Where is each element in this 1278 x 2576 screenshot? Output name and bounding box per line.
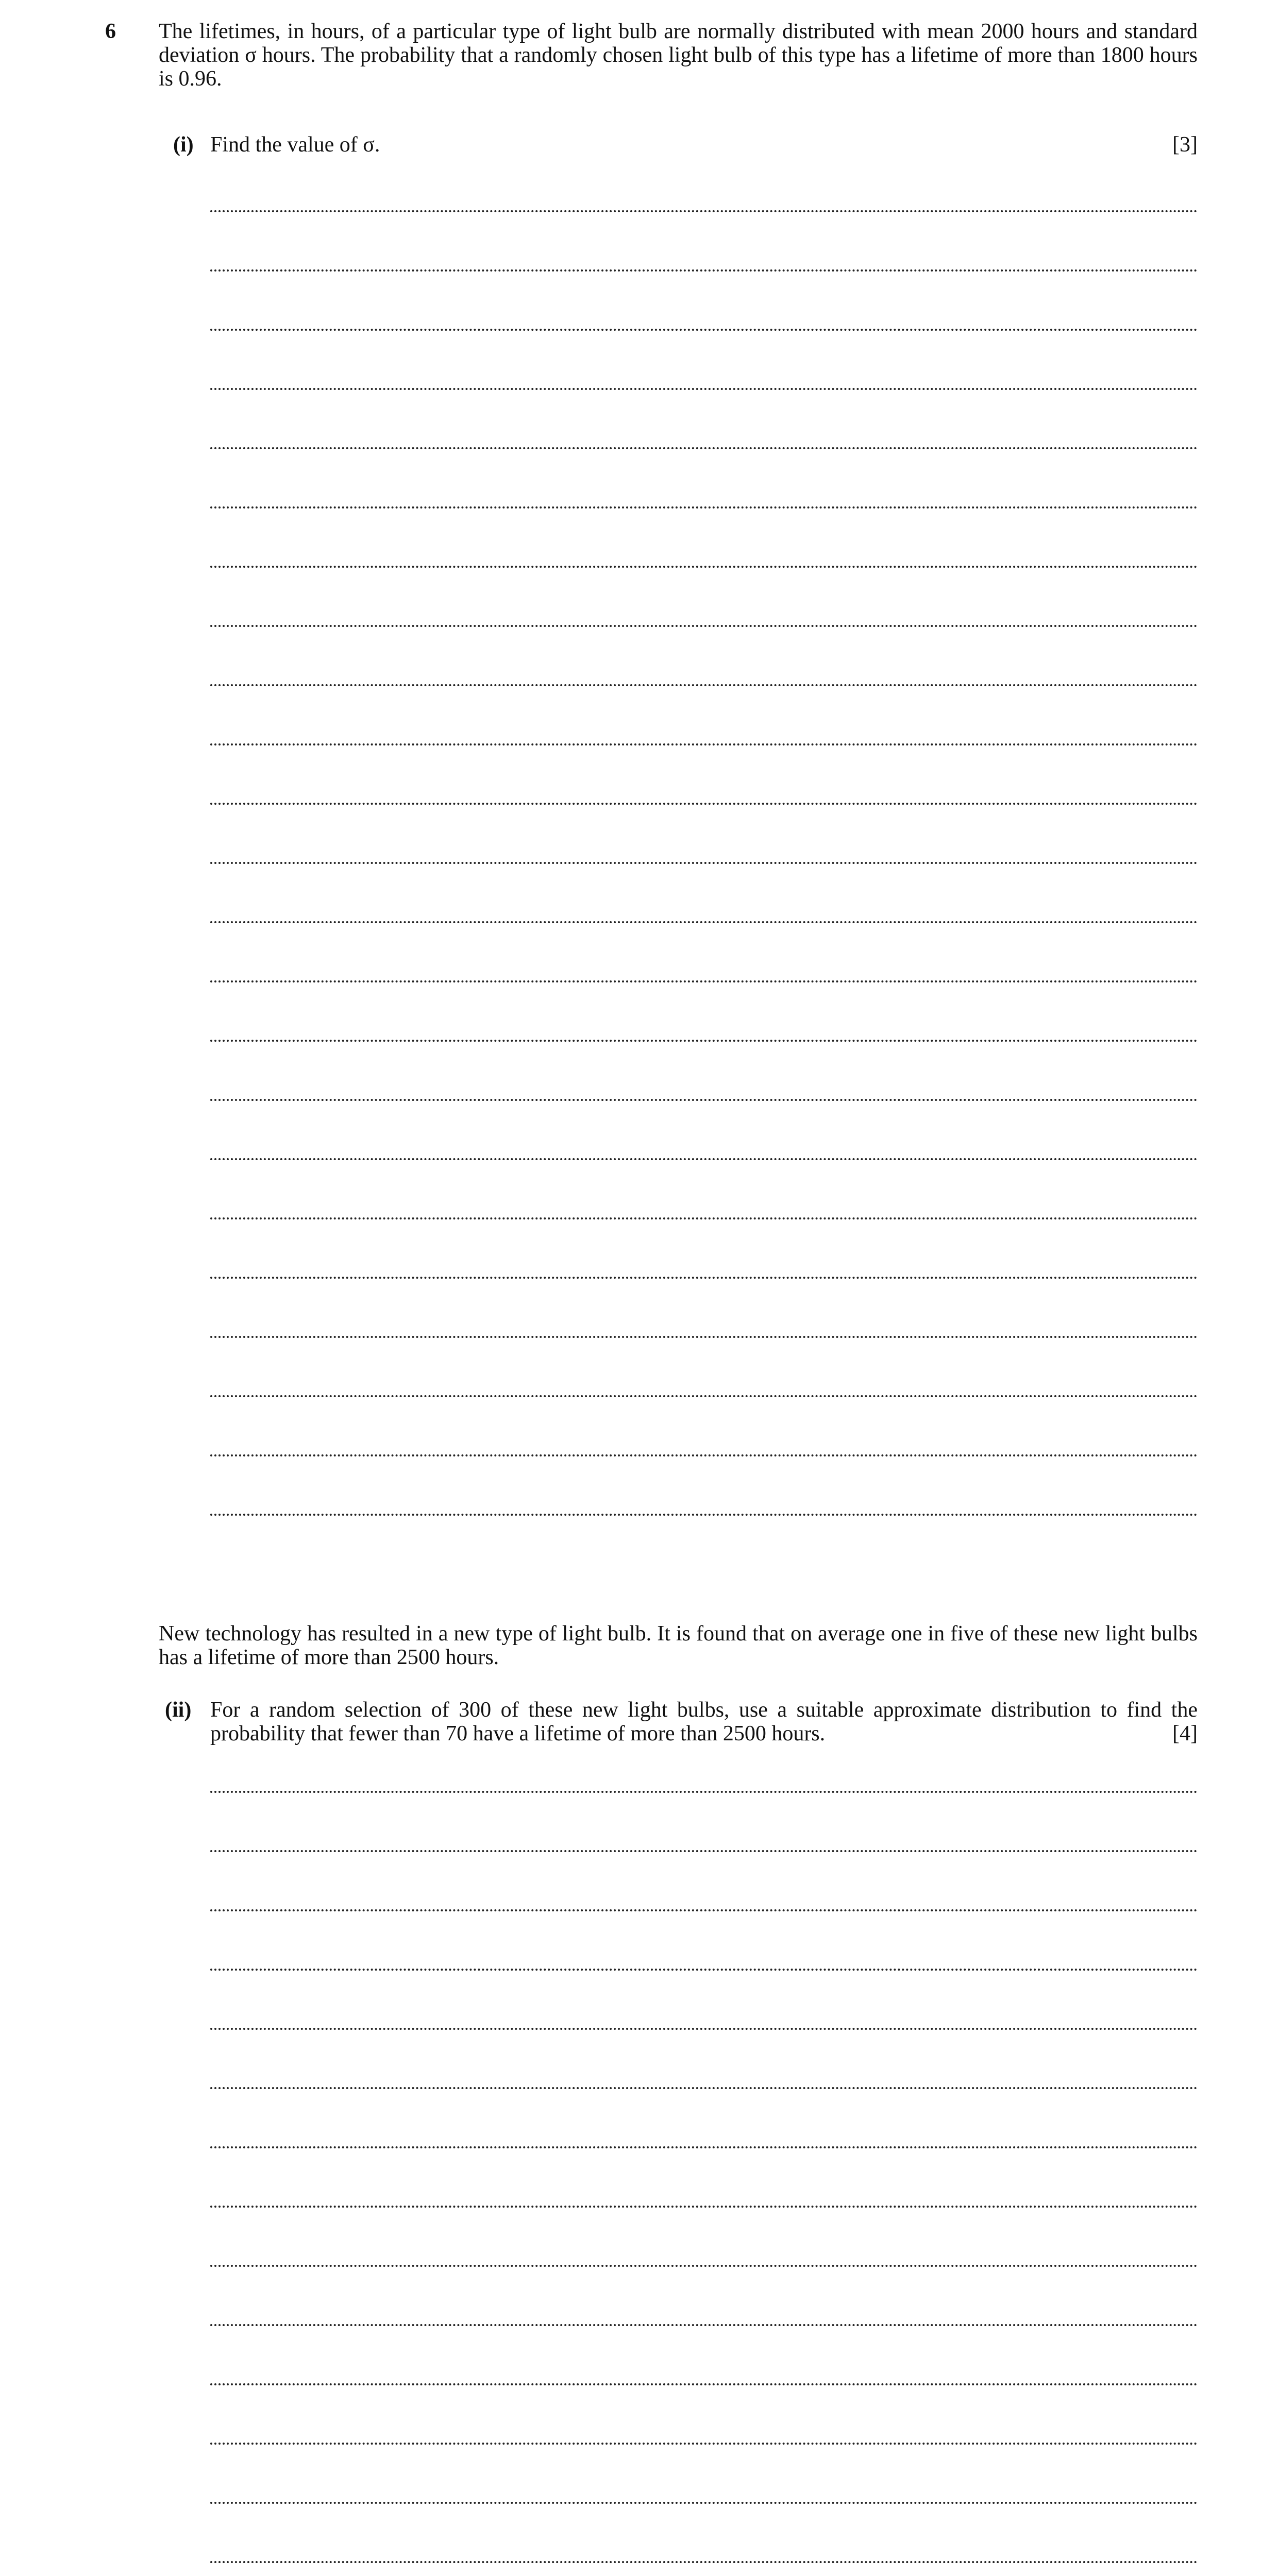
part-i bbox=[159, 133, 1198, 157]
answer-line[interactable] bbox=[210, 743, 1198, 745]
part-i-label: (i) bbox=[173, 133, 194, 157]
answer-line[interactable] bbox=[210, 921, 1198, 923]
part-ii-label: (ii) bbox=[165, 1698, 192, 1722]
answer-line[interactable] bbox=[210, 2502, 1198, 2504]
answer-line[interactable] bbox=[210, 1791, 1198, 1793]
answer-lines-part-ii bbox=[210, 1791, 1198, 2576]
answer-line[interactable] bbox=[210, 2087, 1198, 2089]
question-stem-continued: New technology has resulted in a new type of light bulb. It is found that on average one in five of these new light bulbs has a lifetime of more than 2500 hours. bbox=[159, 1622, 1198, 1669]
answer-lines-part-i bbox=[210, 210, 1198, 1550]
answer-line[interactable] bbox=[210, 388, 1198, 390]
answer-line[interactable] bbox=[210, 2146, 1198, 2148]
answer-line[interactable] bbox=[210, 1909, 1198, 1911]
part-i-text: Find the value of σ. bbox=[210, 133, 380, 157]
part-ii-text: For a random selection of 300 of these new light bulbs, use a suitable approximate distribution to find the probability that fewer than 70 have a lifetime of more than 2500 hours. bbox=[210, 1698, 1198, 1745]
answer-line[interactable] bbox=[210, 1336, 1198, 1338]
answer-line[interactable] bbox=[210, 684, 1198, 686]
answer-line[interactable] bbox=[210, 1099, 1198, 1101]
answer-line[interactable] bbox=[210, 1454, 1198, 1456]
answer-line[interactable] bbox=[210, 1395, 1198, 1397]
answer-line[interactable] bbox=[210, 625, 1198, 627]
answer-line[interactable] bbox=[210, 269, 1198, 272]
answer-line[interactable] bbox=[210, 862, 1198, 864]
answer-line[interactable] bbox=[210, 980, 1198, 982]
answer-line[interactable] bbox=[210, 803, 1198, 805]
answer-line[interactable] bbox=[210, 1969, 1198, 1971]
part-i-marks: [3] bbox=[1172, 133, 1198, 157]
question-number: 6 bbox=[105, 20, 116, 43]
answer-line[interactable] bbox=[210, 1217, 1198, 1219]
answer-line[interactable] bbox=[210, 2324, 1198, 2326]
answer-line[interactable] bbox=[210, 1277, 1198, 1279]
answer-line[interactable] bbox=[210, 2028, 1198, 2030]
part-ii-marks: [4] bbox=[1172, 1722, 1198, 1745]
answer-line[interactable] bbox=[210, 566, 1198, 568]
answer-line[interactable] bbox=[210, 2206, 1198, 2208]
answer-line[interactable] bbox=[210, 210, 1198, 212]
answer-line[interactable] bbox=[210, 1158, 1198, 1160]
answer-line[interactable] bbox=[210, 2443, 1198, 2445]
answer-line[interactable] bbox=[210, 2265, 1198, 2267]
answer-line[interactable] bbox=[210, 506, 1198, 509]
answer-line[interactable] bbox=[210, 2383, 1198, 2385]
answer-line[interactable] bbox=[210, 2561, 1198, 2563]
answer-line[interactable] bbox=[210, 1040, 1198, 1042]
answer-line[interactable] bbox=[210, 1514, 1198, 1516]
part-ii bbox=[159, 1698, 1198, 1745]
question-stem: The lifetimes, in hours, of a particular type of light bulb are normally distributed with mean 2000 hours and standard deviation σ hours. The probability that a randomly chosen light bulb of this type has a lifetime of more than 1800 hours is 0.96. bbox=[159, 20, 1198, 91]
answer-line[interactable] bbox=[210, 329, 1198, 331]
answer-line[interactable] bbox=[210, 447, 1198, 449]
answer-line[interactable] bbox=[210, 1850, 1198, 1852]
